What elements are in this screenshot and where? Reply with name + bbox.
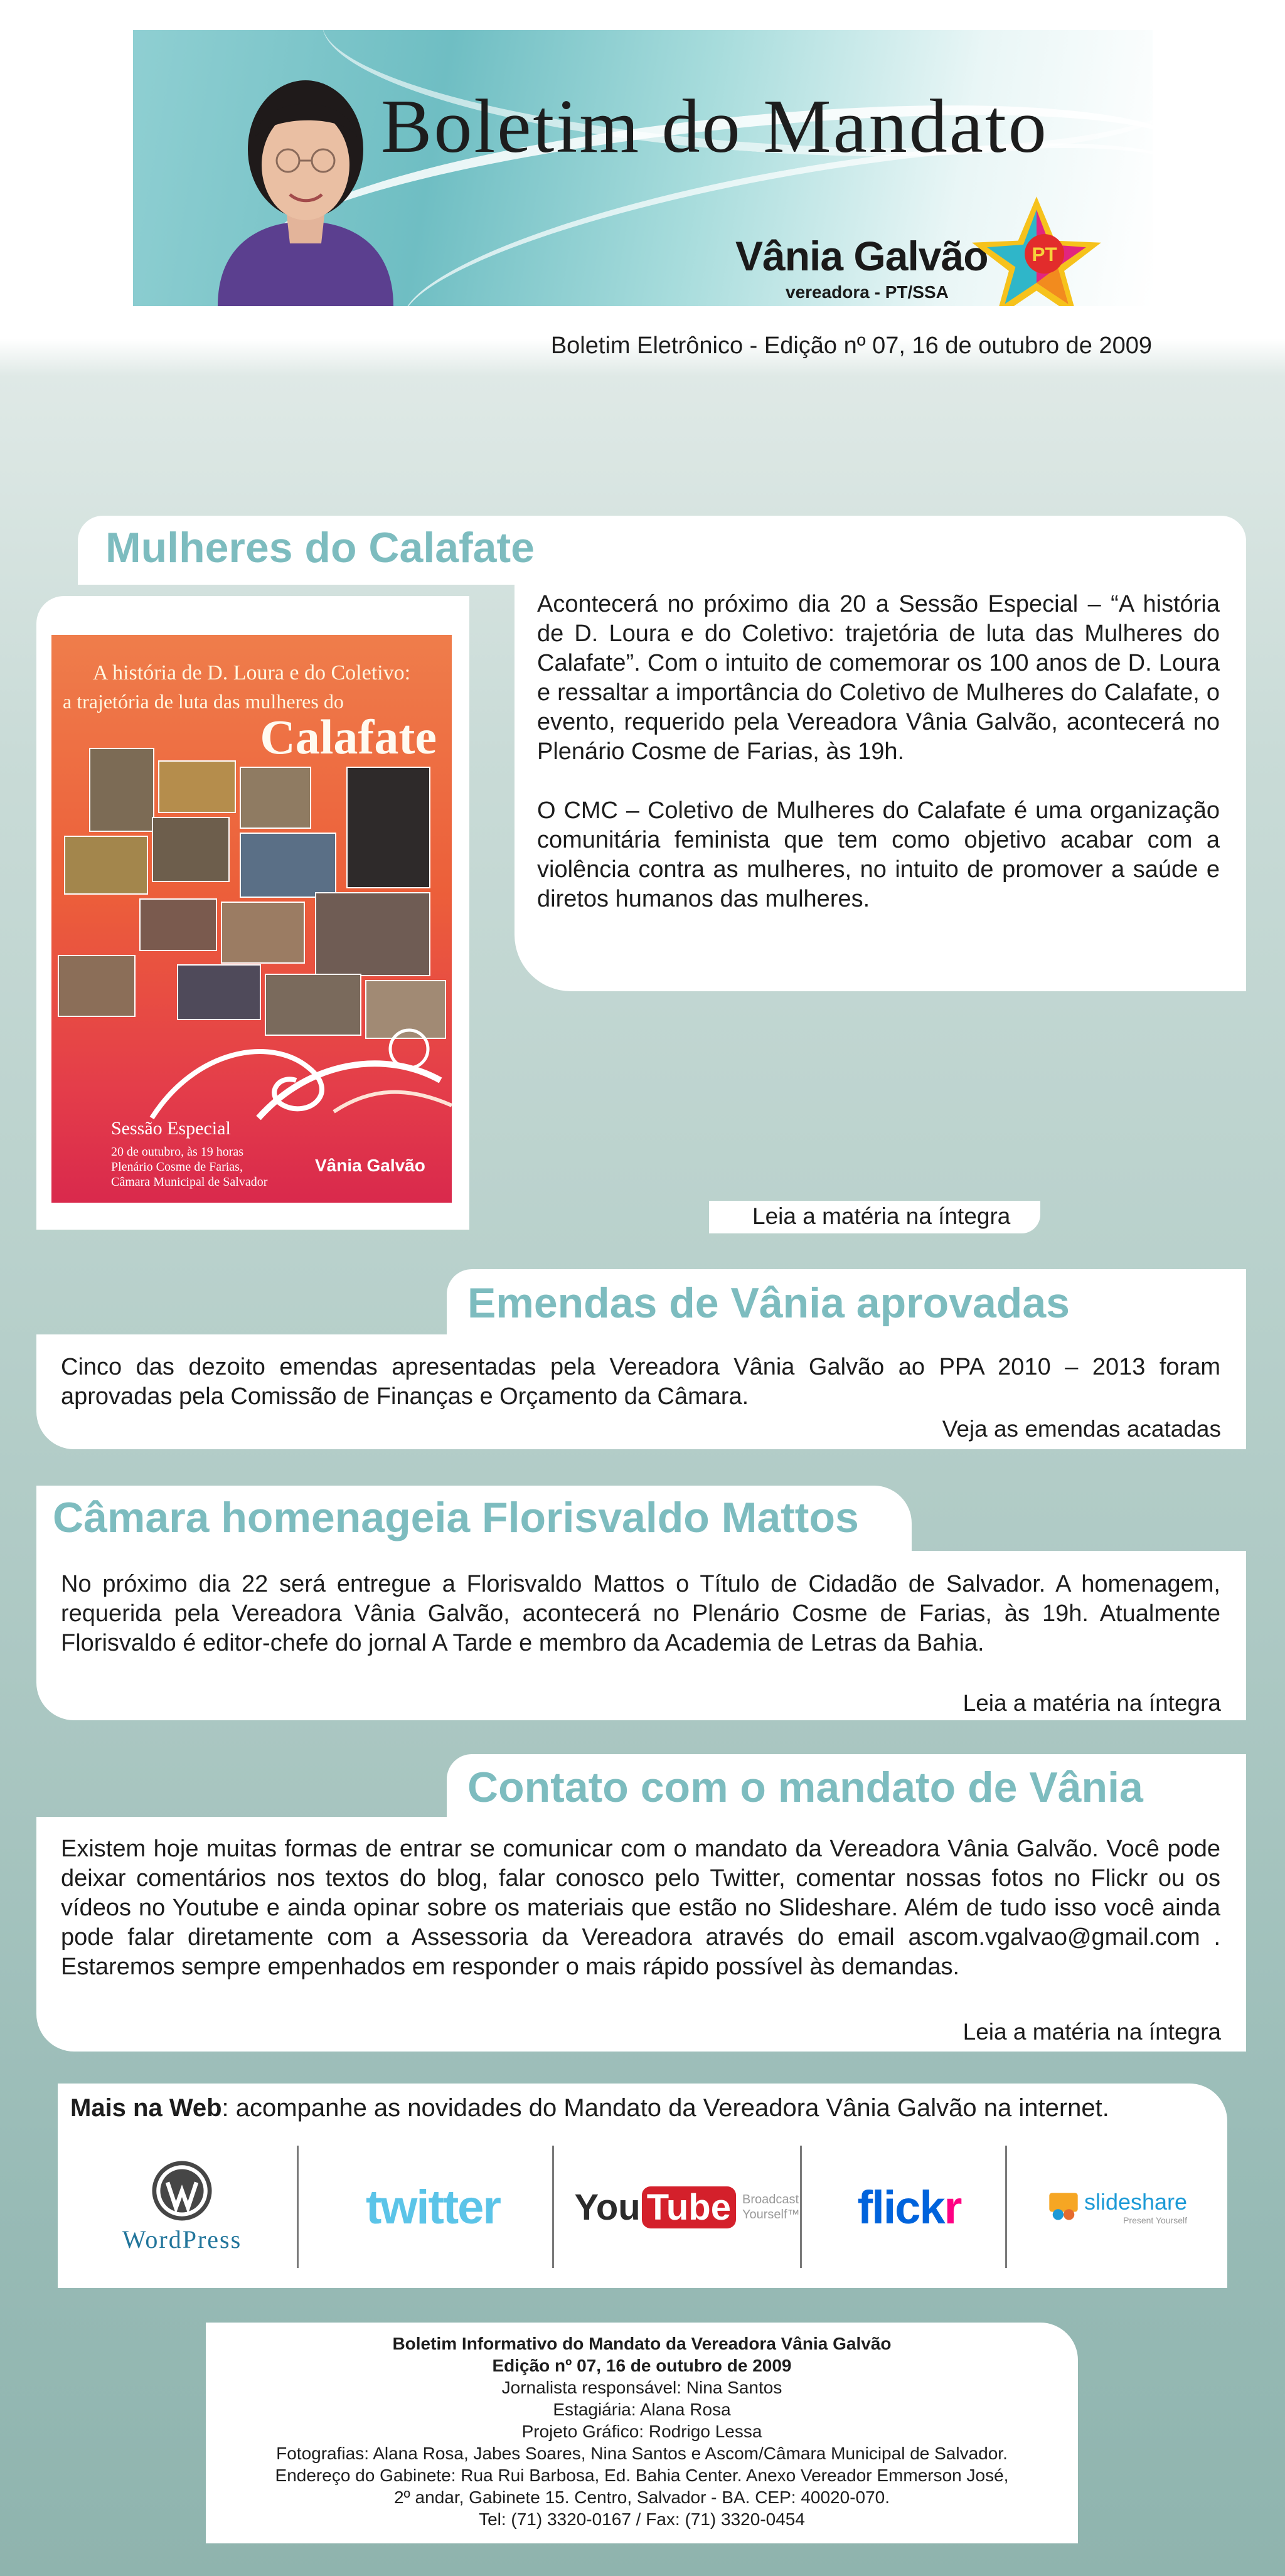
read-more-link[interactable]: Leia a matéria na íntegra bbox=[962, 1690, 1221, 1716]
twitter-logo[interactable]: twitter bbox=[366, 2180, 500, 2234]
web-intro: Mais na Web: acompanhe as novidades do Mandato da Vereadora Vânia Galvão na internet. bbox=[70, 2094, 1109, 2122]
poster-details: 20 de outubro, às 19 horas Plenário Cosme de Farias, Câmara Municipal de Salvador bbox=[111, 1145, 268, 1189]
poster-photo bbox=[346, 767, 430, 888]
footer-edition: Edição nº 07, 16 de outubro de 2009 bbox=[492, 2356, 792, 2375]
wordpress-icon bbox=[152, 2161, 212, 2221]
section-homenagem-body: No próximo dia 22 será entregue a Florisvaldo Mattos o Título de Cidadão de Salvador. A homenagem, requerida pela Vereadora Vânia Galvão, acontecerá no Plenário Cosme de Farias, às 19h. Atualmente Florisvaldo é editor-chefe do jornal A Tarde e membro da Academia de Letras da Bahia. bbox=[61, 1571, 1220, 1656]
event-poster[interactable] bbox=[51, 635, 452, 1203]
footer-phone: Tel: (71) 3320-0167 / Fax: (71) 3320-0454 bbox=[479, 2509, 805, 2529]
section-emendas-body: Cinco das dezoito emendas apresentadas pela Vereadora Vânia Galvão ao PPA 2010 – 2013 foram aprovadas pela Comissão de Finanças e Orçamento da Câmara. bbox=[61, 1354, 1220, 1410]
wordpress-logo[interactable]: WordPress bbox=[94, 2144, 270, 2270]
section-homenagem-title: Câmara homenageia Florisvaldo Mattos bbox=[53, 1494, 859, 1541]
poster-photo bbox=[64, 836, 148, 895]
slideshare-logo[interactable]: slideshare Present Yourself bbox=[1023, 2144, 1211, 2270]
poster-photo bbox=[158, 760, 236, 813]
poster-title-big: Calafate bbox=[260, 710, 437, 764]
footer-design: Projeto Gráfico: Rodrigo Lessa bbox=[521, 2422, 762, 2441]
councilwoman-role: vereadora - PT/SSA bbox=[786, 282, 949, 302]
poster-photo bbox=[58, 955, 136, 1017]
footer-address: Endereço do Gabinete: Rua Rui Barbosa, Ed. Bahia Center. Anexo Vereador Emmerson José, bbox=[275, 2466, 1009, 2485]
poster-swirl-ornament bbox=[146, 1011, 452, 1124]
poster-photo bbox=[221, 902, 305, 964]
section-emendas-title: Emendas de Vânia aprovadas bbox=[467, 1279, 1070, 1327]
flickr-logo[interactable]: flick r bbox=[857, 2181, 962, 2233]
councilwoman-name: Vânia Galvão bbox=[735, 233, 988, 279]
header-banner bbox=[133, 30, 1153, 306]
slideshare-icon bbox=[1047, 2190, 1080, 2224]
read-more-link[interactable]: Leia a matéria na íntegra bbox=[752, 1203, 1011, 1229]
logo-divider bbox=[800, 2146, 802, 2268]
section-mulheres-title: Mulheres do Calafate bbox=[105, 524, 535, 572]
poster-photo bbox=[89, 748, 154, 832]
section-contato-body: Existem hoje muitas formas de entrar se comunicar com o mandato da Vereadora Vânia Galvão. Você pode deixar comentários nos textos do blog, falar conosco pelo Twitter, comentar nossas fotos no Flickr ou os vídeos no Youtube e ainda opinar sobre os materiais que estão no Slideshare. Além de tudo isso você ainda pode falar diretamente com a Assessoria da Vereadora através do email ascom.vgalvao@gmail.com . Estaremos sempre empenhados em responder o mais rápido possível às demandas. bbox=[61, 1836, 1220, 1980]
poster-logo: Vânia Galvão bbox=[315, 1156, 425, 1175]
poster-photo bbox=[315, 892, 430, 976]
bulletin-title: Boletim do Mandato bbox=[381, 84, 1048, 169]
footer-journalist: Jornalista responsável: Nina Santos bbox=[501, 2378, 782, 2397]
poster-photo bbox=[240, 767, 311, 829]
pt-badge-text: PT bbox=[1032, 243, 1057, 266]
footer-address-2: 2º andar, Gabinete 15. Centro, Salvador - BA. CEP: 40020-070. bbox=[393, 2488, 890, 2507]
logo-divider bbox=[297, 2146, 299, 2268]
paragraph: Acontecerá no próximo dia 20 a Sessão Especial – “A história de D. Loura e do Coletivo: trajetória de luta das Mulheres do Calafate”. Com o intuito de comemorar os 100 anos de D. Loura e ressaltar a importância do Coletivo de Mulheres do Calafate, o evento, requerido pela Vereadora Vânia Galvão, acontecerá no Plenário Cosme de Farias, às 19h. bbox=[537, 591, 1220, 765]
edition-line: Boletim Eletrônico - Edição nº 07, 16 de outubro de 2009 bbox=[550, 333, 1152, 359]
footer-intern: Estagiária: Alana Rosa bbox=[553, 2400, 731, 2419]
footer-photos: Fotografias: Alana Rosa, Jabes Soares, Nina Santos e Ascom/Câmara Municipal de Salvador. bbox=[276, 2444, 1008, 2463]
footer-title: Boletim Informativo do Mandato da Vereadora Vânia Galvão bbox=[392, 2334, 892, 2353]
read-more-link[interactable]: Leia a matéria na íntegra bbox=[962, 2019, 1221, 2045]
logo-divider bbox=[552, 2146, 554, 2268]
section-contato-title: Contato com o mandato de Vânia bbox=[467, 1764, 1143, 1811]
paragraph: O CMC – Coletivo de Mulheres do Calafate é uma organização comunitária feminista que tem como objetivo acabar com a violência contra as mulheres, no intuito de promover a saúde e diretos humanos das mulheres. bbox=[537, 797, 1220, 912]
poster-title-line2: a trajetória de luta das mulheres do bbox=[63, 690, 344, 713]
youtube-logo[interactable]: You Tube Broadcast Yourself™ bbox=[574, 2186, 800, 2228]
poster-photo bbox=[240, 833, 336, 898]
poster-title-line1: A história de D. Loura e do Coletivo: bbox=[92, 661, 411, 684]
poster-session-label: Sessão Especial bbox=[111, 1118, 231, 1139]
pt-star-logo bbox=[971, 193, 1102, 306]
poster-photo bbox=[139, 898, 217, 951]
logo-divider bbox=[1005, 2146, 1007, 2268]
poster-photo bbox=[152, 817, 230, 882]
section-mulheres-body bbox=[537, 590, 1220, 914]
footer-credits bbox=[206, 2333, 1078, 2530]
see-amendments-link[interactable]: Veja as emendas acatadas bbox=[942, 1416, 1221, 1442]
